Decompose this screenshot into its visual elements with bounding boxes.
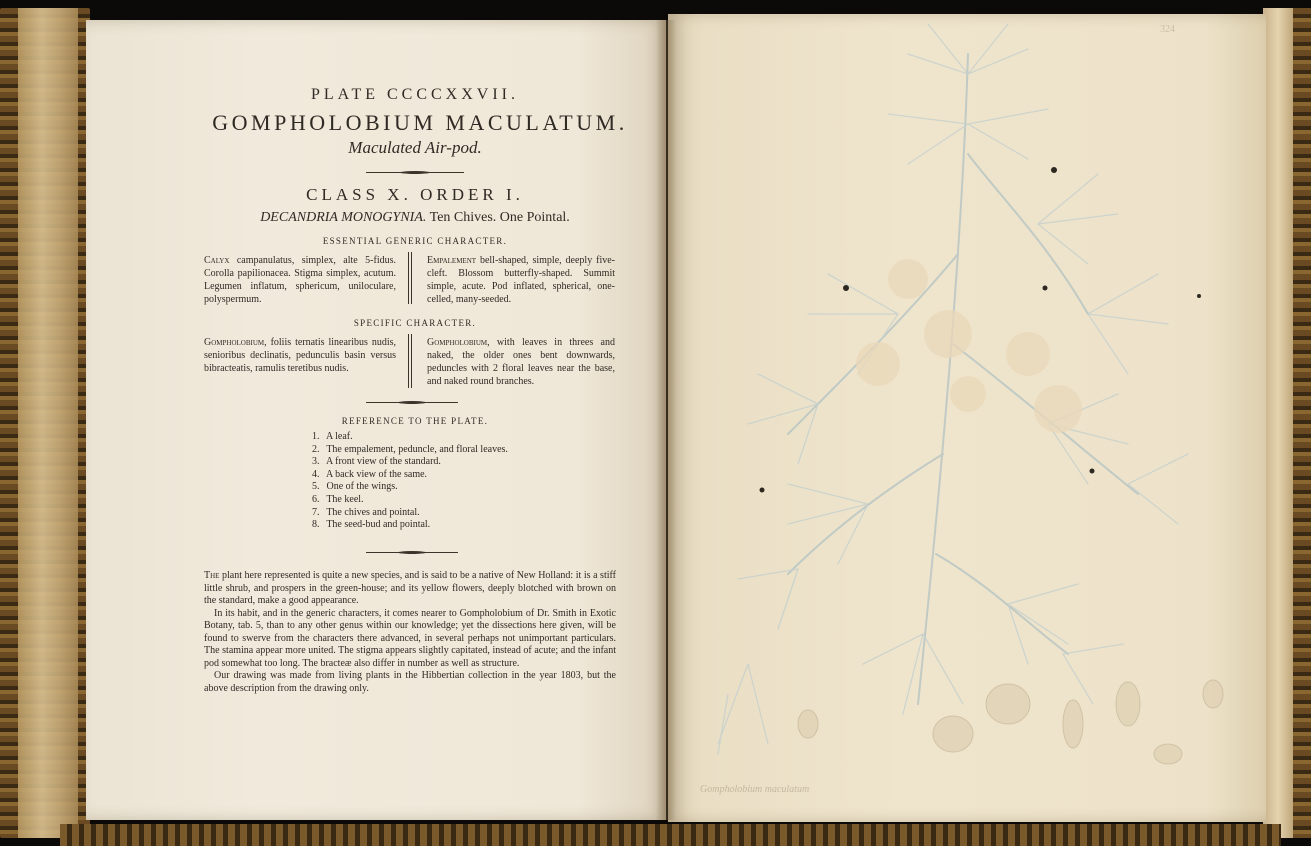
description [204,570,616,695]
essential-english [427,254,615,306]
essential-english-text: bell-shaped, simple, deeply five-cleft. Blossom butterfly-shaped. Summit simple, acute. Pod inflated, spherical, one-celled, many-seeded. [427,255,615,305]
description-paragraph: Our drawing was made from living plants in the Hibbertian collection in the year 1803, but the above description from the drawing only. [204,670,616,694]
decandria-rest: Ten Chives. One Pointal. [426,210,570,225]
reference-rule [366,402,458,403]
essential-english-lead: Empalement [427,255,477,266]
reference-item: 6. The keel. [312,493,364,505]
specific-latin [204,336,396,375]
reference-list [312,431,572,532]
left-gilt-edge [0,8,90,838]
reference-item: 7. The chives and pointal. [312,506,420,518]
decandria-italic: DECANDRIA MONOGYNIA. [260,210,427,225]
right-gilt-edge [1263,8,1311,838]
reference-item: 3. A front view of the standard. [312,456,441,468]
specific-english-text: with leaves in threes and naked, the older ones bent downwards, peduncles with 2 floral leaves near the base, and naked round branches. [427,337,615,387]
species-title: GOMPHOLOBIUM MACULATUM. [212,110,628,135]
pencil-caption: Gompholobium maculatum [700,784,810,795]
description-paragraph: The plant here represented is quite a new species, and is said to be a native of New Holland: it is a stiff little shrub, and prospers in the green-house; and its yellow flowers, deeply blotched with brown on the standard, make a good appearance. [204,570,616,606]
common-name: Maculated Air-pod. [348,138,482,157]
bottom-gilt-edge [60,824,1281,846]
specific-english [427,336,615,388]
plate-number: PLATE CCCCXXVII. [310,86,519,103]
specific-heading: SPECIFIC CHARACTER. [353,318,477,328]
decandria-line [190,210,640,226]
description-rule [366,552,458,553]
essential-latin-text: campanulatus, simplex, alte 5-fidus. Corolla papilionacea. Stigma simplex, acutum. Legumen inflatum, sphericum, uniloculare, polyspermum. [204,255,396,305]
reference-heading: REFERENCE TO THE PLATE. [341,416,489,426]
class-order: CLASS X. ORDER I. [306,185,524,204]
specific-latin-lead: Gompholobium, [204,337,267,348]
specific-latin-text: foliis ternatis linearibus nudis, senioribus declinatis, pedunculis basin versus bibracteatis, ramulis teretibus nudis. [204,337,396,374]
reference-item: 1. A leaf. [312,431,353,442]
description-paragraph: In its habit, and in the generic characters, it comes nearer to Gompholobium of Dr. Smith in Exotic Botany, tab. 5, than to any other genus within our knowledge; yet the dissections here given, will be found to swerve from the characters there advanced, in several perhaps not unimportant particulars. The stamina appear more united. The stigma appears slightly capitated, instead of acute; and the infant pod somewhat too long. The bracteæ also differ in number as well as structure. [204,607,616,669]
reference-item: 8. The seed-bud and pointal. [312,519,431,531]
reference-item: 4. A back view of the same. [312,468,428,480]
essential-heading: ESSENTIAL GENERIC CHARACTER. [322,236,508,246]
page-number: 324 [1160,24,1175,35]
essential-divider [408,252,412,304]
botanical-illustration [668,14,1266,822]
specific-english-lead: Gompholobium, [427,337,490,348]
reference-item: 2. The empalement, peduncle, and floral leaves. [312,443,508,455]
essential-latin [204,254,396,306]
specific-divider [408,334,412,388]
reference-item: 5. One of the wings. [312,481,398,493]
essential-latin-lead: Calyx [204,255,230,266]
title-rule [366,172,464,173]
